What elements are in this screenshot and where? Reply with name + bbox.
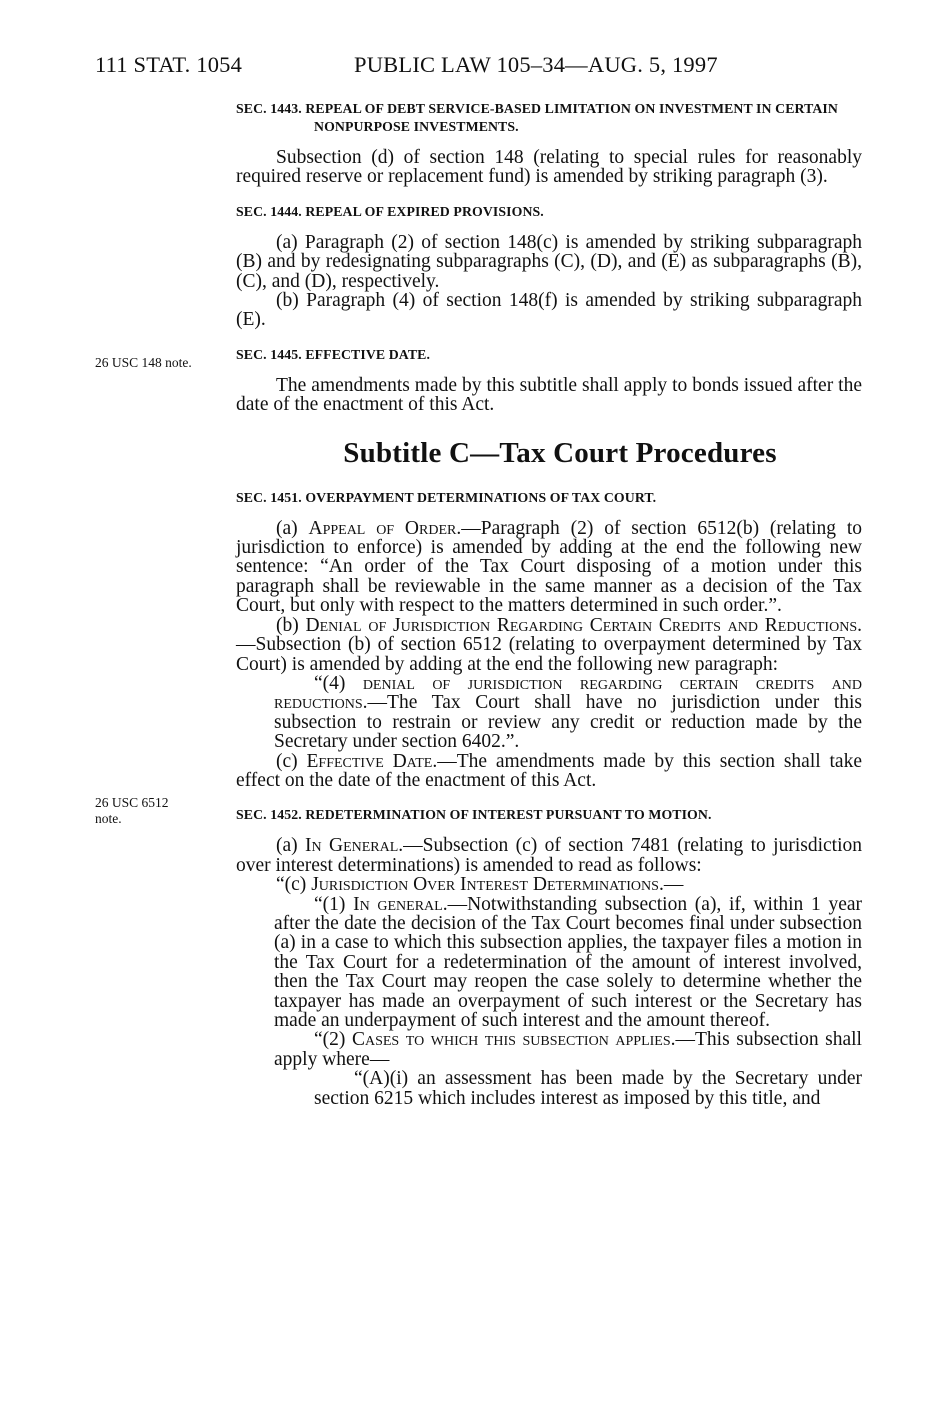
section-heading-1452: SEC. 1452. REDETERMINATION OF INTEREST PURSUANT TO MOTION. <box>236 807 712 823</box>
section-1452-quoted-subsection-c: “(c) Jurisdiction Over Interest Determinations.— <box>276 874 684 896</box>
section-heading-1444: SEC. 1444. REPEAL OF EXPIRED PROVISIONS. <box>236 203 544 219</box>
margin-note-sec1451c <box>95 795 225 827</box>
section-1452-quoted-subpara-a: “(A)(i) an assessment has been made by the Secretary under section 6215 which includes interest as imposed by this title, and <box>314 1068 862 1109</box>
para-caption: Effective Date <box>306 750 433 772</box>
section-heading-1451: SEC. 1451. OVERPAYMENT DETERMINATIONS OF TAX COURT. <box>236 489 657 505</box>
section-1451-para-c: (c) Effective Date.—The amendments made by this section shall take effect on the date of the enactment of this Act. <box>236 750 862 791</box>
section-1452-para-a: (a) In General.—Subsection (c) of section 7481 (relating to jurisdiction over interest determinations) is amended to read as follows: <box>236 835 862 876</box>
section-text-1445: The amendments made by this subtitle shall apply to bonds issued after the date of the enactment of this Act. <box>236 374 862 416</box>
section-1451-quoted-para-4: “(4) denial of jurisdiction regarding certain credits and reductions.—The Tax Court shall have no jurisdiction under this subsection to restrain or review any credit or reduction made by the Secretary under section 6402.”. <box>274 672 862 753</box>
section-text-1443: Subsection (d) of section 148 (relating to special rules for reasonably required reserve or replacement fund) is amended by striking paragraph (3). <box>236 147 862 188</box>
section-1452-quoted-para-1: “(1) In general.—Notwithstanding subsection (a), if, within 1 year after the date the decision of the Tax Court becomes final under subsection (a) in a case to which this subsection applies, the taxpayer files a motion in the Tax Court for a redetermination of the amount of interest involved, then the Tax Court may reopen the case solely to determine whether the taxpayer has made an overpayment of such interest or the Secretary has made an underpayment of such interest and the amount thereof. <box>274 893 862 1031</box>
margin-note-line: note. <box>95 811 122 826</box>
section-heading-1443: SEC. 1443. REPEAL OF DEBT SERVICE-BASED LIMITATION ON INVESTMENT IN CERTAIN NONPURPOSE INVESTMENTS. <box>236 101 838 134</box>
para-caption: Appeal of Order <box>308 517 457 539</box>
statute-reference: 111 STAT. 1054 <box>95 52 243 77</box>
para-caption: Jurisdiction Over Interest Determinations <box>311 874 659 896</box>
document-body <box>236 100 862 1108</box>
para-caption: In general <box>353 893 443 915</box>
page-header <box>0 52 940 88</box>
public-law-reference: PUBLIC LAW 105–34—AUG. 5, 1997 <box>354 52 718 77</box>
section-1451-para-b: (b) Denial of Jurisdiction Regarding Certain Credits and Reductions.—Subsection (b) of section 6512 (relating to overpayment determined by Tax Court) is amended by adding at the end the following new paragraph: <box>236 614 862 675</box>
para-caption: denial of jurisdiction regarding certain credits and reductions <box>274 672 862 714</box>
section-1452-quoted-para-2: “(2) Cases to which this subsection applies.—This subsection shall apply where— <box>274 1029 862 1070</box>
para-caption: Denial of Jurisdiction Regarding Certain Credits and Reductions <box>305 614 858 636</box>
section-1451-para-a: (a) Appeal of Order.—Paragraph (2) of section 6512(b) (relating to jurisdiction to enforce) is amended by adding at the end the following new sentence: “An order of the Tax Court disposing of a motion under this paragraph shall be reviewable in the same manner as a decision of the Tax Court, but only with respect to the matters determined in such order.”. <box>236 517 862 617</box>
section-1444-para-a: (a) Paragraph (2) of section 148(c) is amended by striking subparagraph (B) and by redesignating subparagraphs (C), (D), and (E) as subparagraphs (B), (C), and (D), respectively. <box>236 231 862 292</box>
section-heading-1445: SEC. 1445. EFFECTIVE DATE. <box>236 346 430 362</box>
para-caption: Cases to which this subsection applies <box>351 1029 671 1051</box>
subtitle-heading: Subtitle C—Tax Court Procedures <box>343 436 777 469</box>
para-caption: In General <box>305 835 399 857</box>
margin-note-line: 26 USC 6512 <box>95 795 169 810</box>
margin-note-sec1445: 26 USC 148 note. <box>95 355 192 370</box>
section-1444-para-b: (b) Paragraph (4) of section 148(f) is amended by striking subparagraph (E). <box>236 290 862 331</box>
